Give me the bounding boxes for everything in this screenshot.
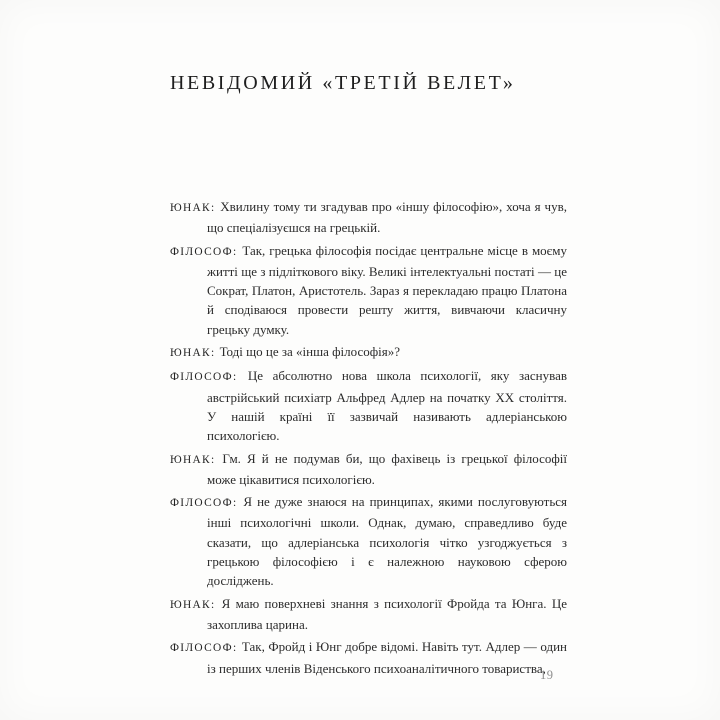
utterance-text: Гм. Я й не подумав би, що фахівець із грецької філософії може цікавитися психологією. <box>207 450 567 487</box>
speaker-label: ЮНАК: <box>170 598 216 611</box>
utterance-text: Хвилину тому ти згадував про «іншу філософію», хоча я чув, що спеціалізуєшся на грецькій. <box>207 199 567 236</box>
dialogue-paragraph <box>170 637 567 678</box>
speaker-label: ФІЛОСОФ: <box>170 371 238 384</box>
dialogue-paragraph <box>170 366 567 445</box>
speaker-label: ЮНАК: <box>170 453 216 466</box>
utterance-text: Тоді що це за «інша філософія»? <box>219 344 401 360</box>
dialogue-paragraph <box>170 594 567 635</box>
utterance-text: Я не дуже знаюся на принципах, якими послуговуються інші психологічні школи. Однак, думаю, справедливо буде сказати, що адлеріанська психологія чітко узгоджується з грецькою філософією і є належною науковою сферою досліджень. <box>207 494 567 589</box>
dialogue-paragraph <box>170 492 567 590</box>
utterance-text: Так, Фройд і Юнг добре відомі. Навіть тут. Адлер — один із перших членів Віденського психоаналітичного товариства, <box>207 639 567 676</box>
dialogue-section <box>170 197 567 681</box>
speaker-label: ЮНАК: <box>170 202 216 214</box>
dialogue-paragraph <box>170 449 567 490</box>
dialogue-paragraph <box>170 342 567 363</box>
speaker-label: ЮНАК: <box>170 347 216 360</box>
utterance-text: Так, грецька філософія посідає центральне місце в моєму житті ще з підліткового віку. Великі інтелектуальні постаті — це Сократ, Платон, Аристотель. Зараз я перекладаю працю Платона й сподіваюся провести решту життя, вивчаючи класичну грецьку думку. <box>207 242 567 337</box>
page-number: 19 <box>540 668 554 682</box>
dialogue-paragraph <box>170 241 567 339</box>
dialogue-paragraph <box>170 197 567 238</box>
speaker-label: ФІЛОСОФ: <box>170 497 238 510</box>
speaker-label: ФІЛОСОФ: <box>170 642 238 655</box>
speaker-label: ФІЛОСОФ: <box>170 245 238 258</box>
utterance-text: Я маю поверхневі знання з психології Фройда та Юнга. Це захоплива царина. <box>207 595 567 632</box>
utterance-text: Це абсолютно нова школа психології, яку заснував австрійський психіатр Альфред Адлер на початку XX століття. У нашій країні її зазвичай називають адлеріанською психологією. <box>207 368 567 444</box>
chapter-title: НЕВІДОМИЙ «ТРЕТІЙ ВЕЛЕТ» <box>170 72 516 94</box>
